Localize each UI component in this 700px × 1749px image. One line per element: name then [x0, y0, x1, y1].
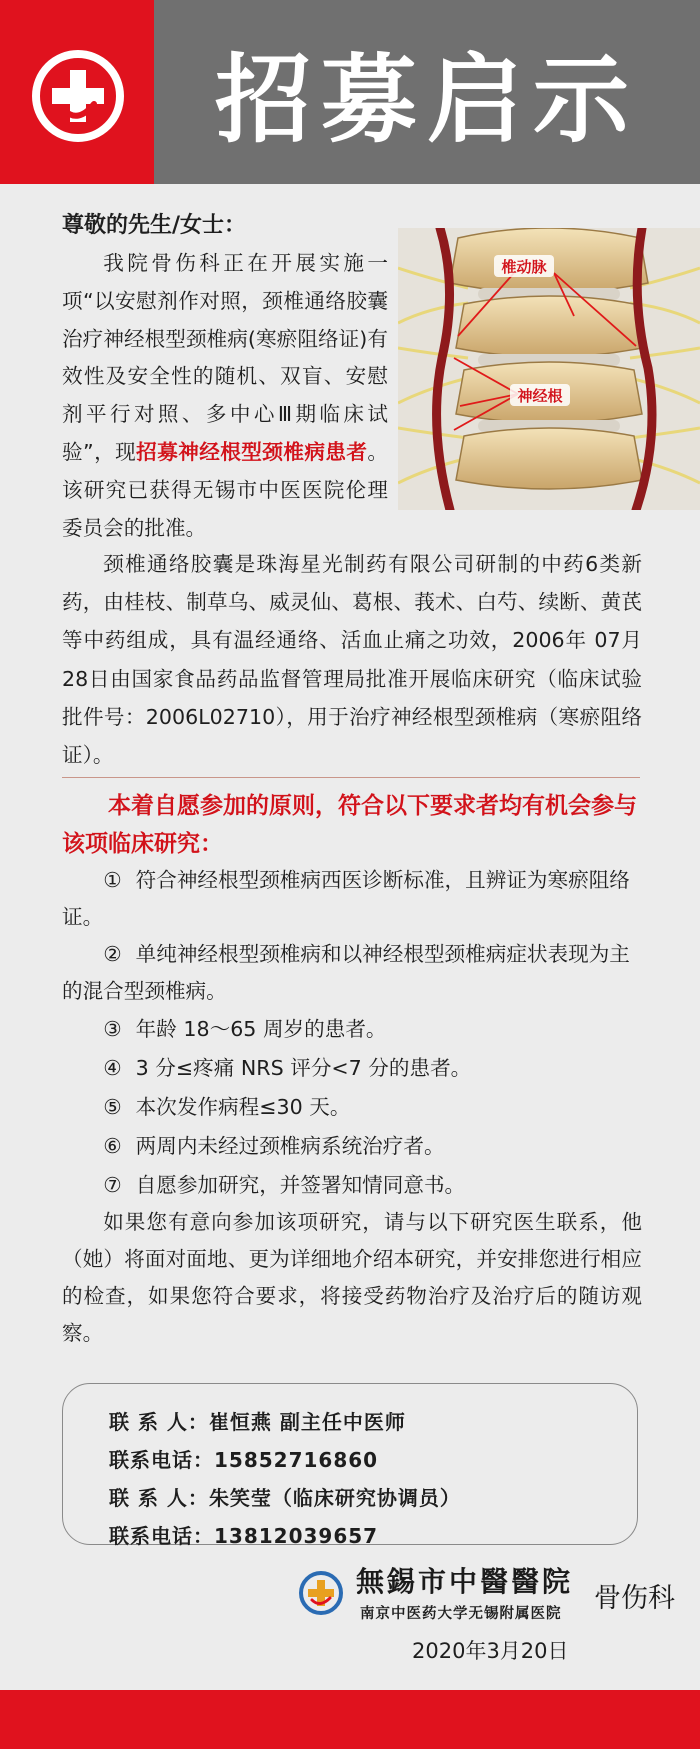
contact-value: 崔恒燕 副主任中医师 [208, 1410, 406, 1434]
cervical-spine-illustration [398, 228, 700, 510]
criteria-item-2 [62, 936, 642, 1010]
contact-box [62, 1383, 638, 1548]
contact-label: 联系电话： [109, 1524, 214, 1548]
hospital-logo-icon [298, 1570, 344, 1616]
header-banner [0, 0, 700, 184]
drug-paragraph: 颈椎通络胶囊是珠海星光制药有限公司研制的中药6类新药，由桂枝、制草乌、威灵仙、葛根、莪术、白芍、续断、黄芪等中药组成，具有温经通络、活血止痛之功效，2006年 07月 28日由国家食品药品监督管理局批准开展临床研究（临床试验批件号：2006L02710），用于治疗神经根型颈椎病（寒瘀阻络证）。 [62, 552, 642, 768]
criteria-number: ② [103, 942, 122, 966]
closing-paragraph: 如果您有意向参加该项研究，请与以下研究医生联系，他（她）将面对面地、更为详细地介绍本研究，并安排您进行相应的检查，如果您符合要求，将接受药物治疗及治疗后的随访观察。 [62, 1210, 642, 1345]
contact-value: 13812039657 [214, 1524, 379, 1548]
criteria-item-3 [62, 1010, 642, 1049]
contact-phone-2 [109, 1520, 378, 1549]
contact-person-2 [109, 1482, 461, 1511]
notice-date: 2020年3月20日 [412, 1639, 569, 1663]
contact-label: 联系电话： [109, 1448, 214, 1472]
criteria-text: 两周内未经过颈椎病系统治疗者。 [135, 1134, 445, 1158]
criteria-item-5 [62, 1088, 642, 1127]
criteria-number: ⑥ [103, 1134, 122, 1158]
footer-red-bar [0, 1690, 700, 1749]
intro-text: 我院骨伤科正在开展实施一项“以安慰剂作对照，颈椎通络胶囊治疗神经根型颈椎病(寒瘀阻络证)有效性及安全性的随机、双盲、安慰剂平行对照、多中心Ⅲ期临床试验”，现 [62, 251, 388, 464]
criteria-heading: 本着自愿参加的原则，符合以下要求者均有机会参与该项临床研究： [62, 793, 637, 857]
criteria-text: 本次发作病程≤30 天。 [135, 1095, 351, 1119]
artery-label: 椎动脉 [501, 258, 547, 276]
contact-label: 联 系 人： [109, 1486, 209, 1510]
criteria-number: ① [103, 868, 122, 892]
greeting: 尊敬的先生/女士： [62, 213, 247, 238]
contact-label: 联 系 人： [109, 1410, 209, 1434]
nerve-label: 神经根 [517, 387, 563, 405]
hospital-cross-logo-icon [30, 48, 126, 144]
criteria-item-7 [62, 1166, 642, 1205]
contact-value: 朱笑莹（临床研究协调员） [208, 1486, 461, 1510]
criteria-text: 年龄 18～65 周岁的患者。 [135, 1017, 387, 1041]
intro-paragraph [62, 245, 388, 547]
criteria-text: 3 分≤疼痛 NRS 评分<7 分的患者。 [135, 1056, 472, 1080]
criteria-number: ④ [103, 1056, 122, 1080]
criteria-item-4 [62, 1049, 642, 1088]
contact-person-1 [109, 1406, 406, 1435]
criteria-number: ⑤ [103, 1095, 122, 1119]
department-name: 骨伤科 [594, 1583, 675, 1614]
recruit-highlight: 招募神经根型颈椎病患者 [136, 439, 368, 464]
criteria-text: 自愿参加研究，并签署知情同意书。 [135, 1173, 466, 1197]
criteria-text: 单纯神经根型颈椎病和以神经根型颈椎病症状表现为主的混合型颈椎病。 [62, 942, 630, 1003]
section-divider [62, 777, 640, 778]
hospital-name: 無錫市中醫醫院 [356, 1565, 574, 1598]
contact-phone-1 [109, 1444, 378, 1473]
intro-text-end: 。该研究已获得无锡市中医医院伦理委员会的批准。 [62, 439, 389, 540]
criteria-text: 符合神经根型颈椎病西医诊断标准，且辨证为寒瘀阻络证。 [62, 868, 630, 929]
criteria-number: ⑦ [103, 1173, 122, 1197]
criteria-number: ③ [103, 1017, 122, 1041]
hospital-subtitle: 南京中医药大学无锡附属医院 [360, 1606, 562, 1622]
page-title: 招募启示 [215, 43, 639, 156]
criteria-list [62, 862, 642, 1205]
contact-value: 15852716860 [214, 1448, 379, 1472]
criteria-item-6 [62, 1127, 642, 1166]
criteria-item-1 [62, 862, 642, 936]
